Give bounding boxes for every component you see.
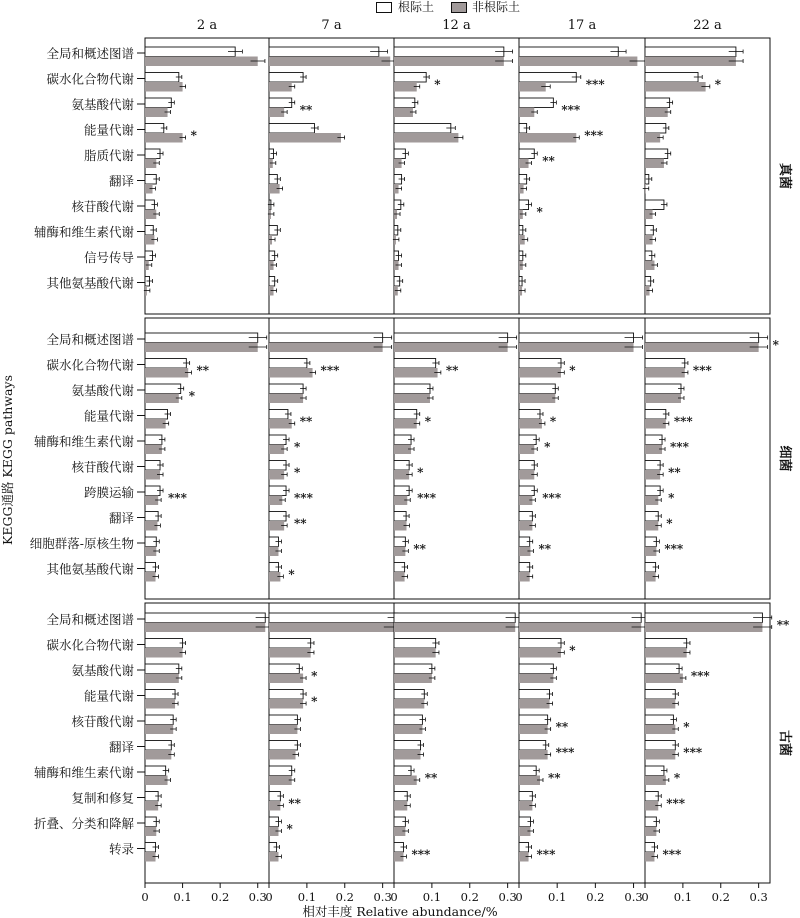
bar-bulk-soil xyxy=(519,368,561,378)
significance-marker: *** xyxy=(673,414,693,429)
significance-marker: *** xyxy=(536,847,556,862)
significance-marker: ** xyxy=(299,414,313,429)
significance-marker: * xyxy=(434,77,441,92)
bar-bulk-soil xyxy=(145,108,168,118)
bar-rhizosphere xyxy=(394,73,426,83)
category-label: 转录 xyxy=(108,841,134,857)
bar-rhizosphere xyxy=(519,613,641,623)
bar-rhizosphere xyxy=(145,73,179,83)
bar-rhizosphere xyxy=(269,73,303,83)
bar-rhizosphere xyxy=(645,715,673,725)
bar-bulk-soil xyxy=(519,776,540,786)
x-tick-label: 0.3 xyxy=(624,890,643,904)
group-label: 细菌 xyxy=(777,445,792,472)
category-label: 碳水化合物代谢 xyxy=(46,357,134,373)
bar-bulk-soil xyxy=(519,623,641,633)
bar-bulk-soil xyxy=(394,368,438,378)
bar-rhizosphere xyxy=(394,384,430,394)
significance-marker: *** xyxy=(670,440,689,454)
x-tick-label: 0.2 xyxy=(335,890,354,904)
bar-rhizosphere xyxy=(394,124,451,134)
bar-bulk-soil xyxy=(394,419,417,429)
bar-bulk-soil xyxy=(645,674,683,684)
bar-bulk-soil xyxy=(519,343,634,353)
bar-bulk-soil xyxy=(269,57,390,67)
significance-marker: * xyxy=(683,720,690,734)
bar-rhizosphere xyxy=(645,47,736,57)
bar-rhizosphere xyxy=(645,124,666,134)
significance-marker: *** xyxy=(585,77,605,92)
bar-rhizosphere xyxy=(145,613,265,623)
significance-marker: *** xyxy=(561,103,581,117)
significance-marker: ** xyxy=(299,103,313,117)
bar-bulk-soil xyxy=(145,419,166,429)
category-label: 核苷酸代谢 xyxy=(71,714,134,729)
bar-rhizosphere xyxy=(269,664,299,674)
bar-bulk-soil xyxy=(145,750,171,760)
significance-marker: *** xyxy=(666,796,686,811)
bar-rhizosphere xyxy=(394,664,432,674)
significance-marker: *** xyxy=(662,847,682,862)
significance-marker: *** xyxy=(294,491,313,505)
bar-rhizosphere xyxy=(394,613,515,623)
significance-marker: * xyxy=(286,822,293,836)
bar-rhizosphere xyxy=(394,741,421,751)
category-label: 翻译 xyxy=(108,510,134,526)
bar-bulk-soil xyxy=(645,57,736,67)
bar-bulk-soil xyxy=(269,419,292,429)
group-label: 真菌 xyxy=(777,162,792,190)
bar-bulk-soil xyxy=(145,699,175,709)
significance-marker: * xyxy=(188,389,195,403)
bar-bulk-soil xyxy=(145,394,179,404)
year-header: 2 a xyxy=(196,18,218,33)
bar-rhizosphere xyxy=(394,333,508,343)
bar-rhizosphere xyxy=(269,766,292,776)
significance-marker: *** xyxy=(417,491,436,505)
category-label: 翻译 xyxy=(108,739,134,755)
bar-bulk-soil xyxy=(145,57,258,67)
bar-rhizosphere xyxy=(145,384,181,394)
x-tick-label: 0.2 xyxy=(586,890,605,904)
significance-marker: * xyxy=(288,567,295,582)
category-label: 其他氨基酸代谢 xyxy=(46,275,134,291)
bar-bulk-soil xyxy=(645,82,706,92)
category-label: 辅酶和维生素代谢 xyxy=(33,434,134,449)
bar-rhizosphere xyxy=(394,359,436,369)
bar-bulk-soil xyxy=(145,648,183,658)
bar-rhizosphere xyxy=(519,73,576,83)
x-tick-label: 0.1 xyxy=(422,890,442,904)
legend-bulk-label: 非根际土 xyxy=(472,0,521,14)
significance-marker: * xyxy=(668,491,675,505)
bar-bulk-soil xyxy=(394,725,422,735)
year-header: 12 a xyxy=(442,18,471,33)
bar-bulk-soil xyxy=(269,82,292,92)
significance-marker: * xyxy=(294,440,301,454)
category-label: 复制和修复 xyxy=(71,790,134,806)
significance-marker: * xyxy=(294,465,301,480)
bar-rhizosphere xyxy=(269,359,307,369)
category-label: 全局和概述图谱 xyxy=(46,332,134,347)
bar-rhizosphere xyxy=(645,639,687,649)
significance-marker: ** xyxy=(196,363,210,378)
category-label: 能量代谢 xyxy=(83,688,134,704)
x-tick-label: 0 xyxy=(515,890,523,904)
bar-rhizosphere xyxy=(269,639,311,649)
significance-marker: *** xyxy=(168,491,187,505)
bar-rhizosphere xyxy=(519,359,561,369)
bar-bulk-soil xyxy=(645,108,668,118)
bar-bulk-soil xyxy=(645,699,675,709)
category-label: 折叠、分类和降解 xyxy=(33,816,134,831)
significance-marker: * xyxy=(714,77,722,92)
x-tick-label: 0.3 xyxy=(498,890,517,904)
bar-rhizosphere xyxy=(645,333,759,343)
bar-rhizosphere xyxy=(145,359,186,369)
bar-rhizosphere xyxy=(145,639,183,649)
bar-rhizosphere xyxy=(269,384,303,394)
category-label: 全局和概述图谱 xyxy=(46,46,134,61)
bar-bulk-soil xyxy=(269,394,303,404)
bar-rhizosphere xyxy=(519,98,553,108)
bar-rhizosphere xyxy=(145,766,166,776)
bar-rhizosphere xyxy=(269,715,297,725)
bar-bulk-soil xyxy=(145,674,179,684)
year-header: 17 a xyxy=(567,18,597,33)
significance-marker: *** xyxy=(692,363,712,378)
bar-bulk-soil xyxy=(519,648,561,658)
significance-marker: ** xyxy=(288,796,301,811)
category-label: 辅酶和维生素代谢 xyxy=(33,224,134,240)
bar-rhizosphere xyxy=(145,741,171,751)
bar-rhizosphere xyxy=(145,715,173,725)
bar-bulk-soil xyxy=(519,699,550,709)
significance-marker: ** xyxy=(542,154,555,168)
bar-bulk-soil xyxy=(645,725,675,735)
bar-bulk-soil xyxy=(645,419,666,429)
bar-bulk-soil xyxy=(394,750,421,760)
bar-rhizosphere xyxy=(645,741,675,751)
category-label: 能量代谢 xyxy=(83,122,134,138)
x-tick-label: 0.3 xyxy=(373,890,392,904)
bar-rhizosphere xyxy=(645,149,668,159)
bar-bulk-soil xyxy=(269,623,394,633)
bar-bulk-soil xyxy=(145,82,183,92)
bar-rhizosphere xyxy=(519,741,546,751)
bar-bulk-soil xyxy=(519,674,553,684)
bar-bulk-soil xyxy=(145,725,173,735)
category-label: 能量代谢 xyxy=(83,408,134,424)
category-label: 氨基酸代谢 xyxy=(71,383,134,398)
x-tick-label: 0 xyxy=(641,890,649,904)
bar-bulk-soil xyxy=(269,133,341,143)
bar-rhizosphere xyxy=(519,333,634,343)
bar-bulk-soil xyxy=(519,419,542,429)
bar-bulk-soil xyxy=(394,57,504,67)
bar-bulk-soil xyxy=(645,648,687,658)
significance-marker: ** xyxy=(555,720,569,734)
bar-rhizosphere xyxy=(394,715,422,725)
significance-marker: * xyxy=(544,440,551,454)
significance-marker: *** xyxy=(690,669,710,683)
x-tick-label: 0.2 xyxy=(711,890,730,904)
bar-bulk-soil xyxy=(394,82,417,92)
bar-rhizosphere xyxy=(269,690,303,700)
significance-marker: *** xyxy=(683,745,703,760)
bar-bulk-soil xyxy=(645,750,675,760)
bar-rhizosphere xyxy=(145,47,235,57)
bar-bulk-soil xyxy=(394,623,515,633)
significance-marker: ** xyxy=(538,542,552,556)
significance-marker: * xyxy=(549,414,557,429)
bar-rhizosphere xyxy=(145,690,175,700)
bar-rhizosphere xyxy=(645,73,698,83)
x-tick-label: 0.1 xyxy=(173,890,192,904)
bar-bulk-soil xyxy=(645,623,762,633)
x-tick-label: 0 xyxy=(265,890,273,904)
y-axis-title: KEGG通路 KEGG pathways xyxy=(0,375,15,545)
significance-marker: * xyxy=(673,771,681,785)
bar-bulk-soil xyxy=(145,623,265,633)
bar-rhizosphere xyxy=(394,47,504,57)
bar-bulk-soil xyxy=(269,674,303,684)
significance-marker: * xyxy=(666,516,673,531)
category-label: 氨基酸代谢 xyxy=(71,663,134,678)
category-label: 核苷酸代谢 xyxy=(71,199,134,214)
bar-bulk-soil xyxy=(394,776,417,786)
significance-marker: ** xyxy=(424,771,438,785)
bar-bulk-soil xyxy=(519,750,548,760)
significance-marker: ** xyxy=(413,542,426,556)
significance-marker: *** xyxy=(555,745,575,760)
bar-rhizosphere xyxy=(145,410,168,420)
bar-rhizosphere xyxy=(269,613,398,623)
bar-rhizosphere xyxy=(519,47,618,57)
x-tick-label: 0.1 xyxy=(297,890,317,904)
year-header: 7 a xyxy=(321,18,342,33)
significance-marker: * xyxy=(569,363,576,378)
significance-marker: * xyxy=(569,643,576,658)
bar-rhizosphere xyxy=(394,98,415,108)
x-tick-label: 0.1 xyxy=(673,890,693,904)
bar-bulk-soil xyxy=(394,133,458,143)
category-label: 信号传导 xyxy=(83,250,134,265)
year-header: 22 a xyxy=(693,18,722,33)
bar-bulk-soil xyxy=(394,699,424,709)
significance-marker: *** xyxy=(320,363,340,378)
bar-rhizosphere xyxy=(145,98,171,108)
bar-bulk-soil xyxy=(519,57,637,67)
category-label: 碳水化合物代谢 xyxy=(46,637,134,653)
category-label: 核苷酸代谢 xyxy=(71,459,134,475)
bar-rhizosphere xyxy=(645,359,685,369)
bar-rhizosphere xyxy=(645,98,670,108)
bar-rhizosphere xyxy=(519,690,550,700)
bar-rhizosphere xyxy=(145,664,179,674)
legend-rhizosphere-label: 根际土 xyxy=(398,0,435,14)
significance-marker: * xyxy=(190,128,197,143)
x-tick-label: 0.2 xyxy=(460,890,479,904)
bar-bulk-soil xyxy=(269,725,297,735)
significance-marker: * xyxy=(311,669,318,683)
bar-rhizosphere xyxy=(269,333,383,343)
category-label: 细胞群落-原核生物 xyxy=(29,536,134,551)
bar-bulk-soil xyxy=(519,394,555,404)
bar-bulk-soil xyxy=(645,394,681,404)
significance-marker: ** xyxy=(668,465,681,480)
significance-marker: ** xyxy=(548,771,561,785)
significance-marker: *** xyxy=(584,128,604,143)
x-tick-label: 0.2 xyxy=(211,890,230,904)
bar-rhizosphere xyxy=(394,690,424,700)
bar-bulk-soil xyxy=(645,368,685,378)
bar-bulk-soil xyxy=(394,343,508,353)
significance-marker: ** xyxy=(294,516,307,531)
bar-bulk-soil xyxy=(645,343,759,353)
bar-bulk-soil xyxy=(269,776,292,786)
bar-rhizosphere xyxy=(519,384,555,394)
bar-bulk-soil xyxy=(269,750,296,760)
significance-marker: *** xyxy=(411,847,431,862)
x-tick-label: 0 xyxy=(390,890,398,904)
bar-bulk-soil xyxy=(269,368,313,378)
x-tick-label: 0.1 xyxy=(548,890,567,904)
category-label: 全局和概述图谱 xyxy=(46,612,134,627)
bar-bulk-soil xyxy=(394,394,430,404)
bar-bulk-soil xyxy=(145,776,168,786)
bar-bulk-soil xyxy=(145,343,258,353)
bar-bulk-soil xyxy=(145,133,183,143)
bar-bulk-soil xyxy=(269,648,311,658)
bar-bulk-soil xyxy=(519,725,548,735)
bar-bulk-soil xyxy=(519,133,576,143)
significance-marker: * xyxy=(417,465,424,480)
significance-marker: * xyxy=(772,338,779,352)
bar-rhizosphere xyxy=(269,741,297,751)
bar-rhizosphere xyxy=(145,333,258,343)
bar-bulk-soil xyxy=(645,776,666,786)
bar-rhizosphere xyxy=(645,690,675,700)
bar-bulk-soil xyxy=(145,368,188,378)
category-label: 脂质代谢 xyxy=(83,148,134,163)
category-label: 跨膜运输 xyxy=(83,485,134,500)
significance-marker: ** xyxy=(445,363,459,378)
category-label: 翻译 xyxy=(108,173,134,189)
category-label: 氨基酸代谢 xyxy=(71,97,134,112)
significance-marker: ** xyxy=(776,618,790,632)
x-tick-label: 0.3 xyxy=(749,890,768,904)
category-label: 其他氨基酸代谢 xyxy=(46,561,134,577)
bar-rhizosphere xyxy=(394,639,436,649)
bar-rhizosphere xyxy=(645,384,681,394)
bar-rhizosphere xyxy=(645,410,666,420)
bar-bulk-soil xyxy=(269,343,383,353)
bar-rhizosphere xyxy=(519,639,561,649)
bar-rhizosphere xyxy=(519,410,540,420)
bar-bulk-soil xyxy=(269,699,303,709)
x-tick-label: 0 xyxy=(141,890,149,904)
x-tick-label: 0.3 xyxy=(248,890,267,904)
bar-rhizosphere xyxy=(269,98,292,108)
category-label: 辅酶和维生素代谢 xyxy=(33,765,134,780)
significance-marker: * xyxy=(536,205,543,219)
significance-marker: * xyxy=(424,414,432,429)
bar-rhizosphere xyxy=(269,124,314,134)
bar-bulk-soil xyxy=(394,648,436,658)
bar-rhizosphere xyxy=(645,613,762,623)
significance-marker: * xyxy=(311,694,318,709)
significance-marker: *** xyxy=(664,542,684,556)
bar-rhizosphere xyxy=(519,664,553,674)
x-axis-title: 相对丰度 Relative abundance/% xyxy=(302,904,498,918)
bar-rhizosphere xyxy=(645,664,679,674)
significance-marker: *** xyxy=(542,491,562,505)
bar-rhizosphere xyxy=(394,410,417,420)
bar-bulk-soil xyxy=(394,674,432,684)
group-label: 古菌 xyxy=(777,729,792,757)
bar-rhizosphere xyxy=(519,715,548,725)
bar-rhizosphere xyxy=(269,47,379,57)
category-label: 碳水化合物代谢 xyxy=(46,71,134,87)
